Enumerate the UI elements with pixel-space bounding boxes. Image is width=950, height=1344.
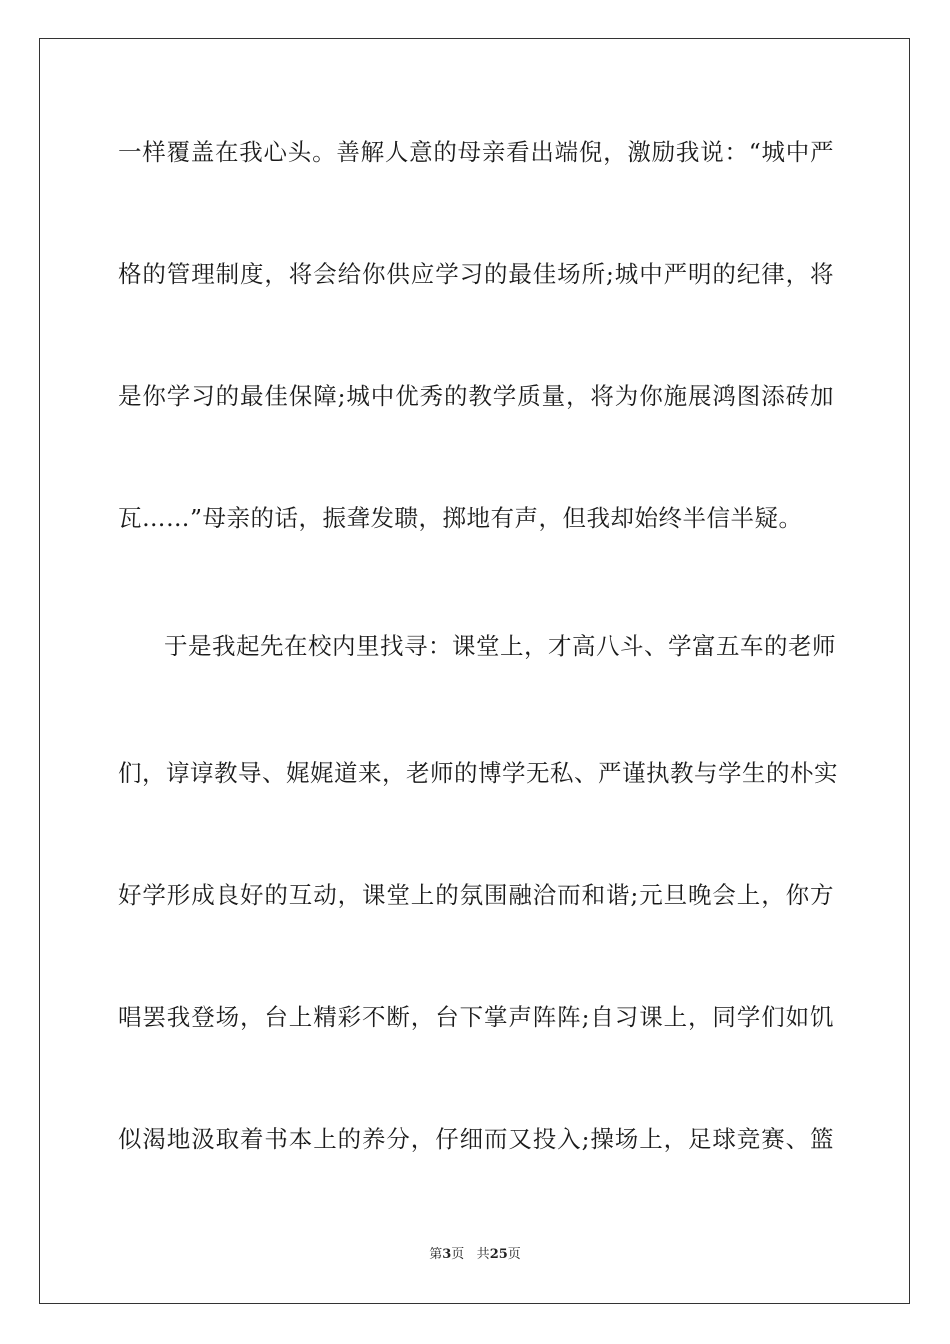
total-label-suffix: 页 [507, 1247, 521, 1262]
total-label-prefix: 共 [476, 1247, 490, 1262]
text-line: 格的管理制度，将会给你供应学习的最佳场所;城中严明的纪律，将 [118, 260, 834, 288]
total-pages: 25 [489, 1247, 508, 1262]
text-line: 瓦……”母亲的话，振聋发聩，掷地有声，但我却始终半信半疑。 [118, 504, 803, 532]
text-line: 们，谆谆教导、娓娓道来，老师的博学无私、严谨执教与学生的朴实 [118, 759, 838, 787]
page-label-prefix: 第 [429, 1247, 443, 1262]
text-line: 是你学习的最佳保障;城中优秀的教学质量，将为你施展鸿图添砖加 [118, 382, 834, 410]
text-line: 唱罢我登场，台上精彩不断，台下掌声阵阵;自习课上，同学们如饥 [118, 1003, 834, 1031]
text-line: 一样覆盖在我心头。善解人意的母亲看出端倪，激励我说：“城中严 [118, 138, 834, 166]
page-border [39, 38, 910, 1304]
page-label-suffix: 页 [451, 1247, 465, 1262]
page-footer [0, 1246, 950, 1264]
paragraph-first-line: 于是我起先在校内里找寻：课堂上，才高八斗、学富五车的老师 [164, 632, 836, 660]
text-line: 似渴地汲取着书本上的养分，仔细而又投入;操场上，足球竞赛、篮 [118, 1125, 834, 1153]
page-number: 3 [442, 1247, 452, 1262]
text-line: 好学形成良好的互动，课堂上的氛围融洽而和谐;元旦晚会上，你方 [118, 881, 834, 909]
